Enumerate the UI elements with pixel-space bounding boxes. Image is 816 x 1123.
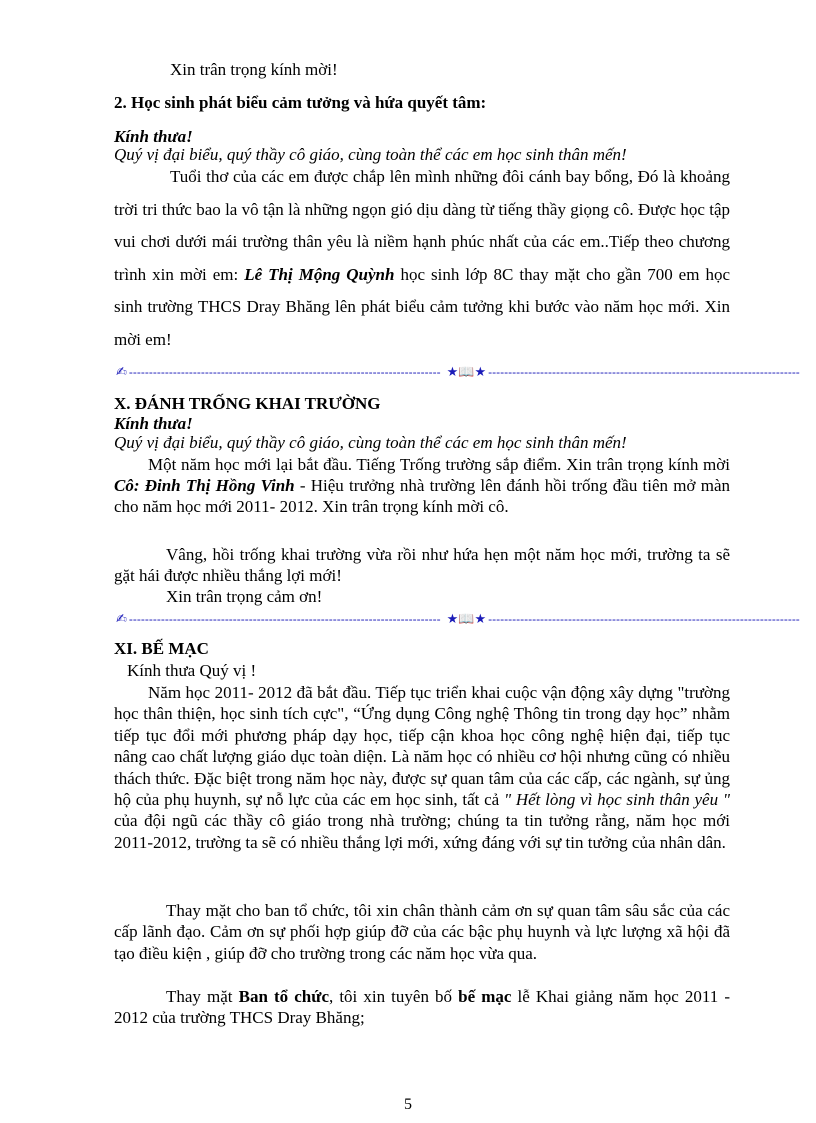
- separator-1: ✍ ------------------------------------------------------------------------------ ★📖★ ------------------------------------------------------------------------------: [116, 364, 800, 379]
- section-x-audience: Quý vị đại biểu, quý thầy cô giáo, cùng toàn thể các em học sinh thân mến!: [114, 433, 627, 452]
- pen-icon: ✍: [116, 611, 127, 626]
- closing-ceremony: bế mạc: [458, 987, 512, 1006]
- section-xi-paragraph-2: Thay mặt cho ban tổ chức, tôi xin chân thành cảm ơn sự quan tâm sâu sắc của các cấp lãnh đạo. Cảm ơn sự phối hợp giúp đỡ của các bậc phụ huynh và lực lượng xã hội đã tạo điều kiện , giúp đỡ cho trường trong các năm học vừa qua.: [114, 901, 730, 963]
- student-name: Lê Thị Mộng Quỳnh: [244, 264, 395, 284]
- section-xi-paragraph-1: Năm học 2011- 2012 đã bắt đầu. Tiếp tục triển khai cuộc vận động xây dựng "trường học thân thiện, học sinh tích cực", “Ứng dụng Công nghệ Thông tin trong dạy học” nhằm tiếp tục đổi mới phương pháp dạy học, tiếp cận khoa học công nghệ hiện đại, tiếp tục nâng cao chất lượng giáo dục toàn diện. Là năm học có nhiều cơ hội nhưng cũng có nhiều thách thức. Đặc biệt trong năm học này, được sự quan tâm của các cấp, các ngành, sự ủng hộ của phụ huynh, sự nỗ lực của các em học sinh, tất cả " Hết lòng vì học sinh thân yêu " của đội ngũ các thầy cô giáo trong nhà trường; chúng ta tin tưởng rằng, năm học mới 2011-2012, trường ta sẽ có nhiều thắng lợi mới, xứng đáng với sự tin tưởng của nhân dân.: [114, 683, 730, 852]
- section-2-audience: Quý vị đại biểu, quý thầy cô giáo, cùng toàn thể các em học sinh thân mến!: [114, 145, 627, 164]
- motto-quote: " Hết lòng vì học sinh thân yêu ": [503, 790, 730, 810]
- section-x-paragraph-2: Vâng, hồi trống khai trường vừa rồi như hứa hẹn một năm học mới, trường ta sẽ gặt hái được nhiều thắng lợi mới!: [114, 545, 730, 585]
- section-x-greeting: Kính thưa!: [114, 414, 193, 433]
- page-number: 5: [404, 1096, 412, 1113]
- organizing-committee: Ban tổ chức: [238, 987, 329, 1006]
- star-book-icon: ★📖★: [446, 611, 487, 626]
- star-book-icon: ★📖★: [446, 364, 487, 379]
- section-2-greeting: Kính thưa!: [114, 127, 193, 146]
- section-xi-heading: XI. BẾ MẠC: [114, 639, 209, 658]
- section-x-paragraph-1: Một năm học mới lại bắt đầu. Tiếng Trống trường sắp điểm. Xin trân trọng kính mời Cô: Đinh Thị Hồng Vinh - Hiệu trưởng nhà trường lên đánh hồi trống đầu tiên mở màn cho năm học mới 2011- 2012. Xin trân trọng kính mời cô.: [114, 455, 730, 516]
- section-x-heading: X. ĐÁNH TRỐNG KHAI TRƯỜNG: [114, 394, 381, 413]
- separator-2: ✍ ------------------------------------------------------------------------------ ★📖★ ------------------------------------------------------------------------------: [116, 611, 800, 626]
- intro-closing: Xin trân trọng kính mời!: [170, 60, 338, 79]
- section-2-heading: 2. Học sinh phát biểu cảm tưởng và hứa quyết tâm:: [114, 93, 487, 112]
- pen-icon: ✍: [116, 364, 127, 379]
- section-x-closing: Xin trân trọng cảm ơn!: [166, 587, 323, 606]
- principal-name: Cô: Đinh Thị Hồng Vinh: [114, 476, 295, 495]
- section-xi-greeting: Kính thưa Quý vị !: [127, 661, 257, 680]
- section-2-paragraph: Tuổi thơ của các em được chắp lên mình những đôi cánh bay bổng, Đó là khoảng trời tri thức bao la vô tận là những ngọn gió dịu dàng từ tiếng thầy giọng cô. Được học tập vui chơi dưới mái trường thân yêu là niềm hạnh phúc nhất của các em..Tiếp theo chương trình xin mời em: Lê Thị Mộng Quỳnh học sinh lớp 8C thay mặt cho gần 700 em học sinh trường THCS Dray Bhăng lên phát biểu cảm tưởng khi bước vào năm học mới. Xin mời em!: [114, 167, 730, 349]
- section-xi-paragraph-3: Thay mặt Ban tổ chức, tôi xin tuyên bố bế mạc lễ Khai giảng năm học 2011 - 2012 của trường THCS Dray Bhăng;: [114, 987, 730, 1028]
